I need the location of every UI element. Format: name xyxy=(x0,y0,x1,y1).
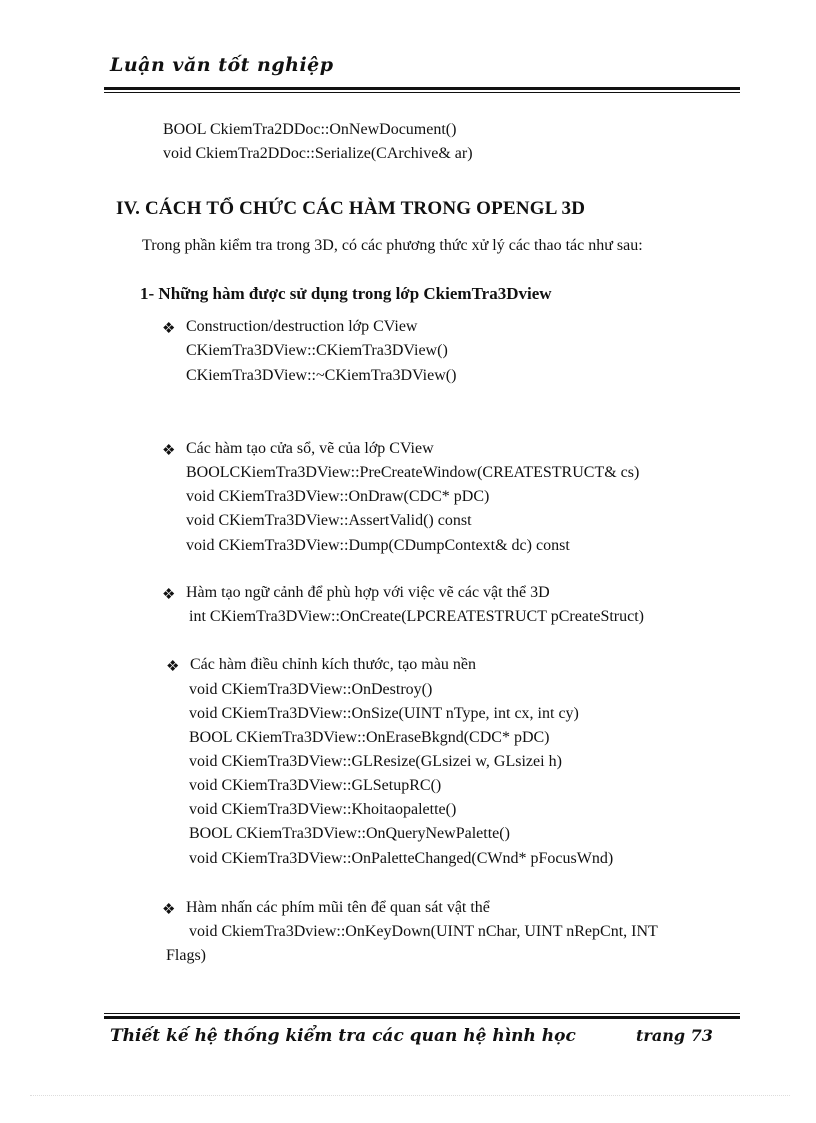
four-diamond-bullet-icon: ❖ xyxy=(162,902,176,918)
group-title: Các hàm tạo cửa sổ, vẽ của lớp CView xyxy=(186,440,434,457)
group-title: Construction/destruction lớp CView xyxy=(186,318,418,335)
code-line: void CKiemTra3DView::GLSetupRC() xyxy=(189,777,442,794)
intro-line: void CkiemTra2DDoc::Serialize(CArchive& ar) xyxy=(163,145,473,162)
header-rule-thick xyxy=(104,87,740,90)
footer-title: Thiết kế hệ thống kiểm tra các quan hệ hình học xyxy=(110,1026,576,1046)
code-line: void CKiemTra3DView::OnDestroy() xyxy=(189,681,433,698)
intro-line: BOOL CkiemTra2DDoc::OnNewDocument() xyxy=(163,121,457,138)
group-title: Các hàm điều chỉnh kích thước, tạo màu nền xyxy=(190,656,476,673)
four-diamond-bullet-icon: ❖ xyxy=(162,443,176,459)
code-line: BOOL CKiemTra3DView::OnQueryNewPalette() xyxy=(189,825,510,842)
section-heading: IV. CÁCH TỔ CHỨC CÁC HÀM TRONG OPENGL 3D xyxy=(116,198,586,219)
subsection-heading: 1- Những hàm được sử dụng trong lớp CkiemTra3Dview xyxy=(140,284,552,303)
page-header-title: Luận văn tốt nghiệp xyxy=(110,54,334,76)
footer-rule-thick xyxy=(104,1016,740,1019)
code-line: Flags) xyxy=(166,947,206,964)
code-line: void CKiemTra3DView::AssertValid() const xyxy=(186,512,472,529)
group-title: Hàm tạo ngữ cảnh để phù hợp với việc vẽ các vật thể 3D xyxy=(186,584,550,601)
footer-rule-thin xyxy=(104,1013,740,1014)
code-line: CKiemTra3DView::~CKiemTra3DView() xyxy=(186,367,457,384)
code-line: BOOLCKiemTra3DView::PreCreateWindow(CREATESTRUCT& cs) xyxy=(186,464,640,481)
four-diamond-bullet-icon: ❖ xyxy=(166,659,180,675)
four-diamond-bullet-icon: ❖ xyxy=(162,587,176,603)
four-diamond-bullet-icon: ❖ xyxy=(162,321,176,337)
code-line: CKiemTra3DView::CKiemTra3DView() xyxy=(186,342,448,359)
code-line: void CkiemTra3Dview::OnKeyDown(UINT nChar, UINT nRepCnt, INT xyxy=(189,923,658,940)
group-title: Hàm nhấn các phím mũi tên để quan sát vật thể xyxy=(186,899,490,916)
code-line: void CKiemTra3DView::OnPaletteChanged(CWnd* pFocusWnd) xyxy=(189,850,614,867)
code-line: BOOL CKiemTra3DView::OnEraseBkgnd(CDC* pDC) xyxy=(189,729,550,746)
code-line: void CKiemTra3DView::OnSize(UINT nType, int cx, int cy) xyxy=(189,705,579,722)
code-line: void CKiemTra3DView::Khoitaopalette() xyxy=(189,801,457,818)
page-number: trang 73 xyxy=(636,1026,713,1045)
page-edge-dotted-line xyxy=(30,1095,790,1096)
code-line: void CKiemTra3DView::Dump(CDumpContext& dc) const xyxy=(186,537,570,554)
code-line: void CKiemTra3DView::OnDraw(CDC* pDC) xyxy=(186,488,490,505)
header-rule-thin xyxy=(104,92,740,93)
code-line: void CKiemTra3DView::GLResize(GLsizei w, GLsizei h) xyxy=(189,753,562,770)
code-line: int CKiemTra3DView::OnCreate(LPCREATESTRUCT pCreateStruct) xyxy=(189,608,644,625)
section-intro: Trong phần kiểm tra trong 3D, có các phương thức xử lý các thao tác như sau: xyxy=(142,237,643,254)
